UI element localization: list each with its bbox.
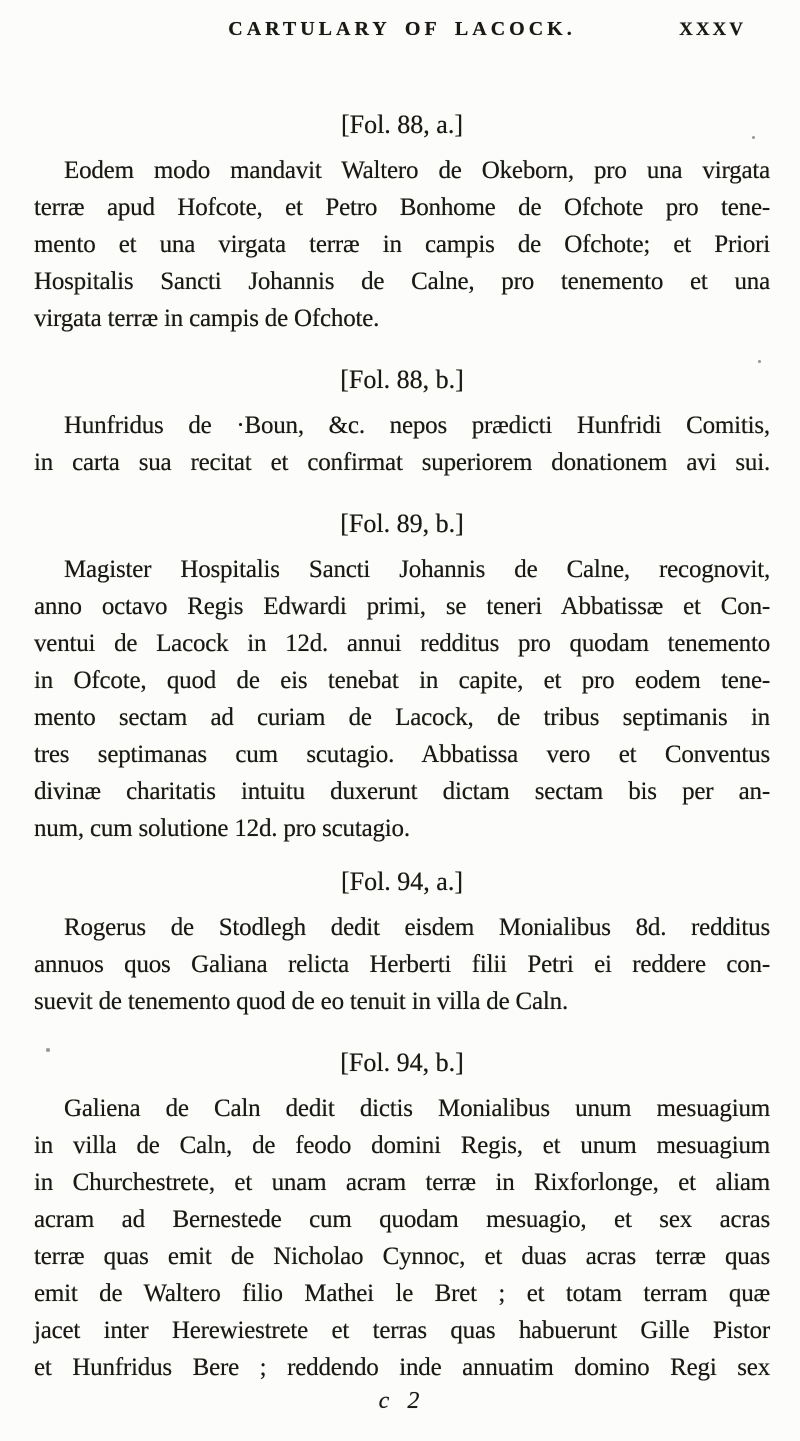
text-line: Eodem modo mandavit Waltero de Okeborn, pro una virgata bbox=[64, 157, 770, 184]
folio-heading: [Fol. 94, b.] bbox=[340, 1048, 464, 1077]
signature-mark: c 2 bbox=[378, 1388, 426, 1414]
paragraph bbox=[34, 909, 770, 1020]
folio-heading: [Fol. 89, b.] bbox=[340, 509, 464, 538]
text-line: ventui de Lacock in 12d. annui redditus pro quodam tenemento bbox=[34, 630, 770, 657]
text-line: mento sectam ad curiam de Lacock, de tribus septimanis in bbox=[34, 704, 770, 731]
folio-section-88b bbox=[34, 363, 770, 481]
text-line: virgata terræ in campis de Ofchote. bbox=[34, 305, 380, 332]
text-line: divinæ charitatis intuitu duxerunt dictam sectam bis per an- bbox=[34, 778, 770, 805]
text-line: Hunfridus de ·Boun, &c. nepos prædicti Hunfridi Comitis, bbox=[64, 412, 770, 439]
text-line: suevit de tenemento quod de eo tenuit in villa de Caln. bbox=[34, 988, 569, 1015]
text-line: in villa de Caln, de feodo domini Regis, et unum mesuagium bbox=[34, 1132, 770, 1159]
folio-section-94b bbox=[34, 1046, 770, 1386]
text-line: terræ apud Hofcote, et Petro Bonhome de Ofchote pro tene- bbox=[34, 194, 770, 221]
text-line: in carta sua recitat et confirmat superiorem donationem avi sui. bbox=[34, 449, 770, 476]
folio-heading: [Fol. 94, a.] bbox=[340, 867, 464, 896]
paragraph bbox=[34, 551, 770, 847]
folio-section-94a bbox=[34, 865, 770, 1020]
text-line: num, cum solutione 12d. pro scutagio. bbox=[34, 815, 410, 842]
running-title: CARTULARY OF LACOCK. bbox=[228, 18, 576, 40]
folio-section-89b bbox=[34, 507, 770, 847]
running-header bbox=[34, 18, 770, 46]
text-line: et Hunfridus Bere ; reddendo inde annuatim domino Regi sex bbox=[34, 1354, 770, 1381]
text-line: annuos quos Galiana relicta Herberti filii Petri ei reddere con- bbox=[34, 951, 770, 978]
text-line: acram ad Bernestede cum quodam mesuagio, et sex acras bbox=[34, 1206, 770, 1233]
text-line: terræ quas emit de Nicholao Cynnoc, et duas acras terræ quas bbox=[34, 1243, 770, 1270]
folio-heading: [Fol. 88, b.] bbox=[340, 365, 464, 394]
paragraph bbox=[34, 1090, 770, 1386]
text-line: in Ofcote, quod de eis tenebat in capite, et pro eodem tene- bbox=[34, 667, 770, 694]
scan-speck bbox=[758, 360, 761, 363]
paragraph bbox=[34, 152, 770, 337]
page-number: XXXV bbox=[679, 19, 746, 40]
text-line: mento et una virgata terræ in campis de Ofchote; et Priori bbox=[34, 231, 770, 258]
text-line: Galiena de Caln dedit dictis Monialibus unum mesuagium bbox=[64, 1095, 770, 1122]
text-line: jacet inter Herewiestrete et terras quas habuerunt Gille Pistor bbox=[34, 1317, 770, 1344]
text-line: emit de Waltero filio Mathei le Bret ; et totam terram quæ bbox=[34, 1280, 770, 1307]
scan-speck bbox=[46, 1048, 50, 1052]
text-line: tres septimanas cum scutagio. Abbatissa vero et Conventus bbox=[34, 741, 770, 768]
text-line: Rogerus de Stodlegh dedit eisdem Monialibus 8d. redditus bbox=[64, 914, 770, 941]
text-line: in Churchestrete, et unam acram terræ in Rixforlonge, et aliam bbox=[34, 1169, 770, 1196]
text-line: Magister Hospitalis Sancti Johannis de Calne, recognovit, bbox=[64, 556, 770, 583]
folio-section-88a bbox=[34, 108, 770, 337]
folio-heading: [Fol. 88, a.] bbox=[340, 110, 464, 139]
text-line: Hospitalis Sancti Johannis de Calne, pro tenemento et una bbox=[34, 268, 770, 295]
text-line: anno octavo Regis Edwardi primi, se teneri Abbatissæ et Con- bbox=[34, 593, 770, 620]
paragraph bbox=[34, 407, 770, 481]
scan-speck bbox=[752, 136, 755, 139]
